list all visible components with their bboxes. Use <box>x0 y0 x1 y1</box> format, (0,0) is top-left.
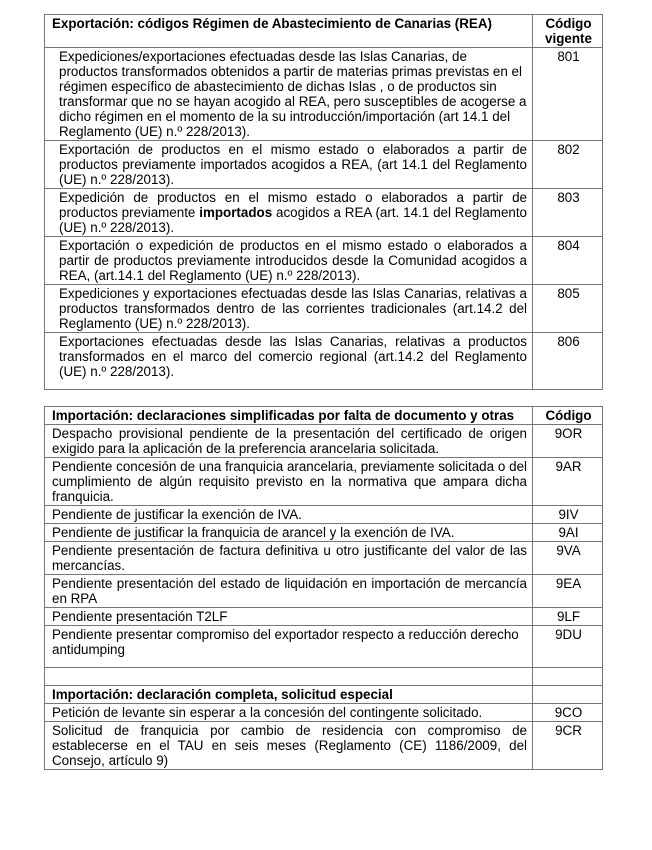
row-description: Pendiente concesión de una franquicia arancelaria, previamente solicitada o del cumplimiento de algún requisito previsto en la normativa que ampara dicha franquicia. <box>45 458 533 506</box>
row-code: 9EA <box>533 575 603 608</box>
empty-cell <box>533 668 603 686</box>
rea-header-code: Código vigente <box>533 15 603 48</box>
section-header-row <box>45 686 603 704</box>
table-row <box>45 48 603 141</box>
table-row <box>45 575 603 608</box>
table-row <box>45 189 603 237</box>
row-description: Petición de levante sin esperar a la concesión del contingente solicitado. <box>45 704 533 722</box>
table-header-row <box>45 15 603 48</box>
row-code: 9DU <box>533 626 603 668</box>
row-description: Pendiente de justificar la exención de IVA. <box>45 506 533 524</box>
row-code: 9VA <box>533 542 603 575</box>
row-code: 9LF <box>533 608 603 626</box>
empty-row <box>45 668 603 686</box>
row-description-part: Expedición de productos en el mismo estado o elaborados a partir de productos previamente <box>59 190 527 220</box>
table-header-row <box>45 407 603 425</box>
row-description: Pendiente presentación de factura definitiva u otro justificante del valor de las mercancías. <box>45 542 533 575</box>
table-row <box>45 333 603 390</box>
row-code: 9AR <box>533 458 603 506</box>
row-description <box>45 189 533 237</box>
table-row <box>45 608 603 626</box>
rea-codes-table <box>44 14 603 390</box>
row-code: 806 <box>533 333 603 390</box>
empty-cell <box>45 668 533 686</box>
import-header-description: Importación: declaraciones simplificadas por falta de documento y otras <box>45 407 533 425</box>
table-row <box>45 458 603 506</box>
row-description-bold: importados <box>199 205 273 220</box>
table-row <box>45 542 603 575</box>
row-description: Expediciones/exportaciones efectuadas desde las Islas Canarias, de productos transformados obtenidos a partir de materias primas previstas en el régimen específico de abastecimiento de dichas Islas , o de productos sin transformar que no se hayan acogido al REA, pero susceptibles de acogerse a dicho régimen en el momento de la su introducción/importación (art 14.1 del Reglamento (UE) n.º 228/2013). <box>45 48 533 141</box>
row-code: 9CO <box>533 704 603 722</box>
import-header-code: Código <box>533 407 603 425</box>
row-code: 804 <box>533 237 603 285</box>
import-codes-table <box>44 406 603 770</box>
row-code: 9OR <box>533 425 603 458</box>
row-code: 802 <box>533 141 603 189</box>
row-description: Pendiente presentación T2LF <box>45 608 533 626</box>
row-description: Pendiente presentar compromiso del exportador respecto a reducción derecho antidumping <box>45 626 533 668</box>
row-code: 9CR <box>533 722 603 770</box>
row-code: 9IV <box>533 506 603 524</box>
table-row <box>45 704 603 722</box>
row-description: Exportación de productos en el mismo estado o elaborados a partir de productos previamente importados acogidos a REA, (art 14.1 del Reglamento (UE) n.º 228/2013). <box>45 141 533 189</box>
row-description: Pendiente presentación del estado de liquidación en importación de mercancía en RPA <box>45 575 533 608</box>
rea-header-description: Exportación: códigos Régimen de Abastecimiento de Canarias (REA) <box>45 15 533 48</box>
empty-cell <box>533 686 603 704</box>
table-row <box>45 425 603 458</box>
table-row <box>45 506 603 524</box>
row-code: 805 <box>533 285 603 333</box>
table-row <box>45 626 603 668</box>
table-row <box>45 141 603 189</box>
row-description: Exportaciones efectuadas desde las Islas Canarias, relativas a productos transformados en el marco del comercio regional (art.14.2 del Reglamento (UE) n.º 228/2013). <box>45 333 533 390</box>
row-code: 803 <box>533 189 603 237</box>
row-description: Expediciones y exportaciones efectuadas desde las Islas Canarias, relativas a productos transformados dentro de las corrientes tradicionales (art.14.2 del Reglamento (UE) n.º 228/2013). <box>45 285 533 333</box>
table-row <box>45 285 603 333</box>
row-description: Exportación o expedición de productos en el mismo estado o elaborados a partir de productos previamente introducidos desde la Comunidad acogidos a REA, (art.14.1 del Reglamento (UE) n.º 228/2013). <box>45 237 533 285</box>
row-description-part: acogidos a REA (art. 14.1 del Reglamento (UE) n.º 228/2013). <box>59 205 528 235</box>
row-description: Pendiente de justificar la franquicia de arancel y la exención de IVA. <box>45 524 533 542</box>
row-code: 801 <box>533 48 603 141</box>
table-row <box>45 237 603 285</box>
row-description: Despacho provisional pendiente de la presentación del certificado de origen exigido para la aplicación de la preferencia arancelaria solicitada. <box>45 425 533 458</box>
row-code: 9AI <box>533 524 603 542</box>
section-header-description: Importación: declaración completa, solicitud especial <box>45 686 533 704</box>
table-row <box>45 524 603 542</box>
table-row <box>45 722 603 770</box>
row-description: Solicitud de franquicia por cambio de residencia con compromiso de establecerse en el TAU en seis meses (Reglamento (CE) 1186/2009, del Consejo, artículo 9) <box>45 722 533 770</box>
